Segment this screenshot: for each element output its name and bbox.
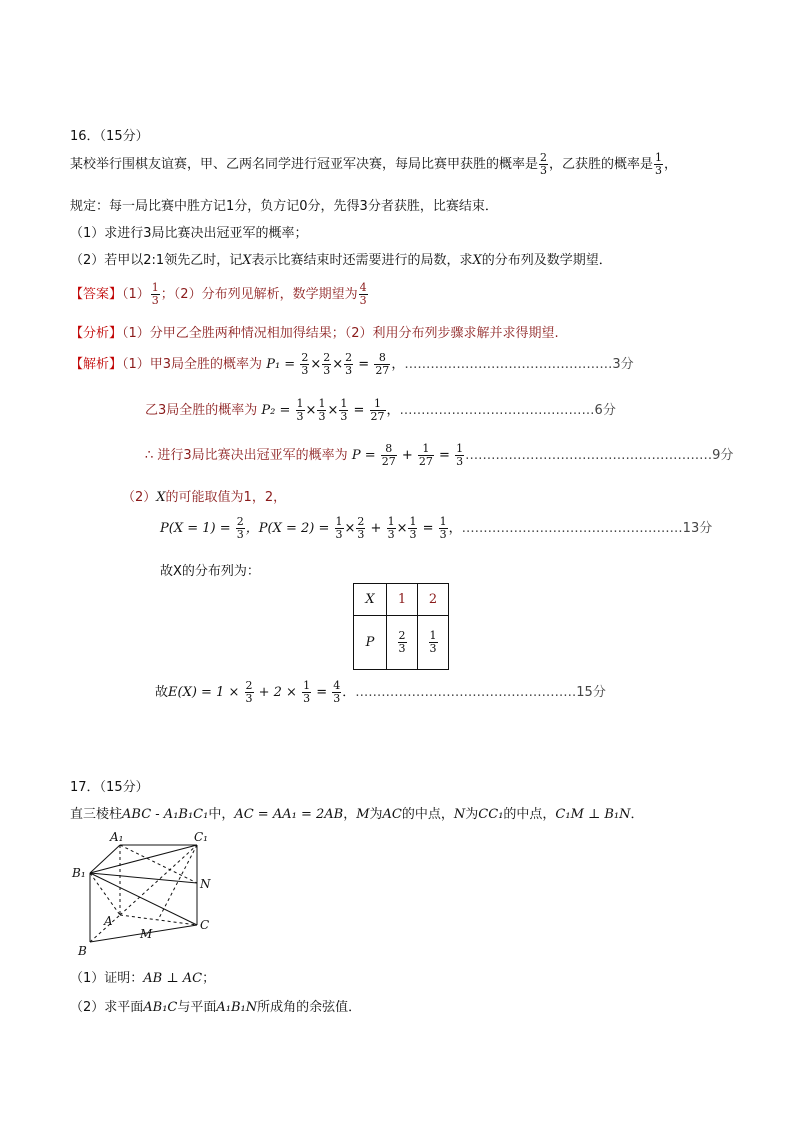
q16-analysis: 【分析】（1）分甲乙全胜两种情况相加得结果；（2）利用分布列步骤求解并求得期望. [70, 326, 559, 341]
q16-stem-text: 某校举行围棋友谊赛，甲、乙两名同学进行冠亚军决赛，每局比赛甲获胜的概率是 [70, 157, 539, 172]
q16-number: 16．（15分） [70, 129, 149, 144]
q16-solution-line1: 【解析】（1）甲3局全胜的概率为 P₁ = $\frac{2}{3}$ × $\frac{2}{3}$ × $\frac{2}{3}$ = $\frac{8}{27}$ ，…………………………………………3分 [70, 351, 634, 377]
label-c1: C₁ [194, 830, 208, 844]
table-cell: $\frac{1}{3}$ [418, 616, 449, 670]
answer-frac-2: $\frac{4}{3}$ [359, 281, 367, 307]
q17-stem: 直三棱柱ABC - A₁B₁C₁中，AC = AA₁ = 2AB，M为AC的中点，N为CC₁的中点，C₁M ⊥ B₁N． [70, 807, 644, 822]
q16-prob-jia: $\frac{2}{3}$ [540, 151, 548, 177]
q17-number: 17．（15分） [70, 780, 149, 795]
edge-b1c1 [90, 845, 197, 873]
seg-b1n [90, 873, 197, 883]
label-a: A [104, 914, 113, 928]
q17-part1: （1）证明：AB ⊥ AC； [70, 971, 216, 986]
table-cell: 1 [387, 584, 418, 616]
q16-solution-line6: 故X的分布列为： [160, 564, 260, 579]
q16-solution-line3: ∴ 进行3局比赛决出冠亚军的概率为 P = $\frac{8}{27}$ + $\frac{1}{27}$ = $\frac{1}{3}$ …………………………………………………9分 [145, 442, 734, 468]
label-c: C [200, 918, 210, 932]
label-n: N [200, 877, 211, 891]
analysis-tag: 【分析】 [70, 326, 123, 341]
q16-stem-line1: 某校举行围棋友谊赛，甲、乙两名同学进行冠亚军决赛，每局比赛甲获胜的概率是 $\frac{2}{3}$ ，乙获胜的概率是 $\frac{1}{3}$ ， [70, 151, 678, 177]
table-cell: X [354, 584, 387, 616]
q16-part2: （2）若甲以2:1领先乙时，记X表示比赛结束时还需要进行的局数，求X的分布列及数学期望． [70, 253, 612, 268]
answer-frac-1: $\frac{1}{3}$ [151, 281, 159, 307]
table-cell: $\frac{2}{3}$ [387, 616, 418, 670]
prism-figure [60, 825, 230, 960]
table-cell: 2 [418, 584, 449, 616]
q17-part2: （2）求平面AB₁C与平面A₁B₁N所成角的余弦值． [70, 1000, 362, 1015]
label-b: B [78, 944, 87, 958]
q16-solution-line5: P(X = 1) = $\frac{2}{3}$ ，P(X = 2) = $\frac{1}{3}$ × $\frac{2}{3}$ + $\frac{1}{3}$ × $\frac{1}{3}$ = $\frac{1}{3}$ ，……………………………………………13分 [160, 515, 713, 541]
q16-answer: 【答案】（1） $\frac{1}{3}$ ；（2）分布列见解析，数学期望为 $\frac{4}{3}$ [70, 281, 367, 307]
distribution-table [353, 583, 449, 670]
answer-tag: 【答案】 [70, 287, 123, 302]
q16-part1: （1）求进行3局比赛决出冠亚军的概率； [70, 226, 308, 241]
table-row [354, 616, 449, 670]
label-b1: B₁ [72, 866, 86, 880]
table-cell: P [354, 616, 387, 670]
q16-stem-text-b: ，乙获胜的概率是 [549, 157, 654, 172]
seg-b1a [90, 873, 120, 915]
q16-stem-line2: 规定：每一局比赛中胜方记1分，负方记0分，先得3分者获胜，比赛结束． [70, 199, 498, 214]
label-m: M [140, 927, 153, 941]
label-a1: A₁ [110, 830, 124, 844]
table-row [354, 584, 449, 616]
q16-solution-line2: 乙3局全胜的概率为 P₂ = $\frac{1}{3}$ × $\frac{1}{3}$ × $\frac{1}{3}$ = $\frac{1}{27}$ ，………………………………………6分 [145, 397, 616, 423]
q16-solution-line4: （2）X的可能取值为1，2， [122, 490, 287, 505]
q16-prob-yi: $\frac{1}{3}$ [655, 151, 663, 177]
q16-solution-line7: 故E(X) = 1 × $\frac{2}{3}$ + 2 × $\frac{1}{3}$ = $\frac{4}{3}$ ．……………………………………………15分 [155, 679, 606, 705]
solution-tag: 【解析】 [70, 357, 123, 372]
